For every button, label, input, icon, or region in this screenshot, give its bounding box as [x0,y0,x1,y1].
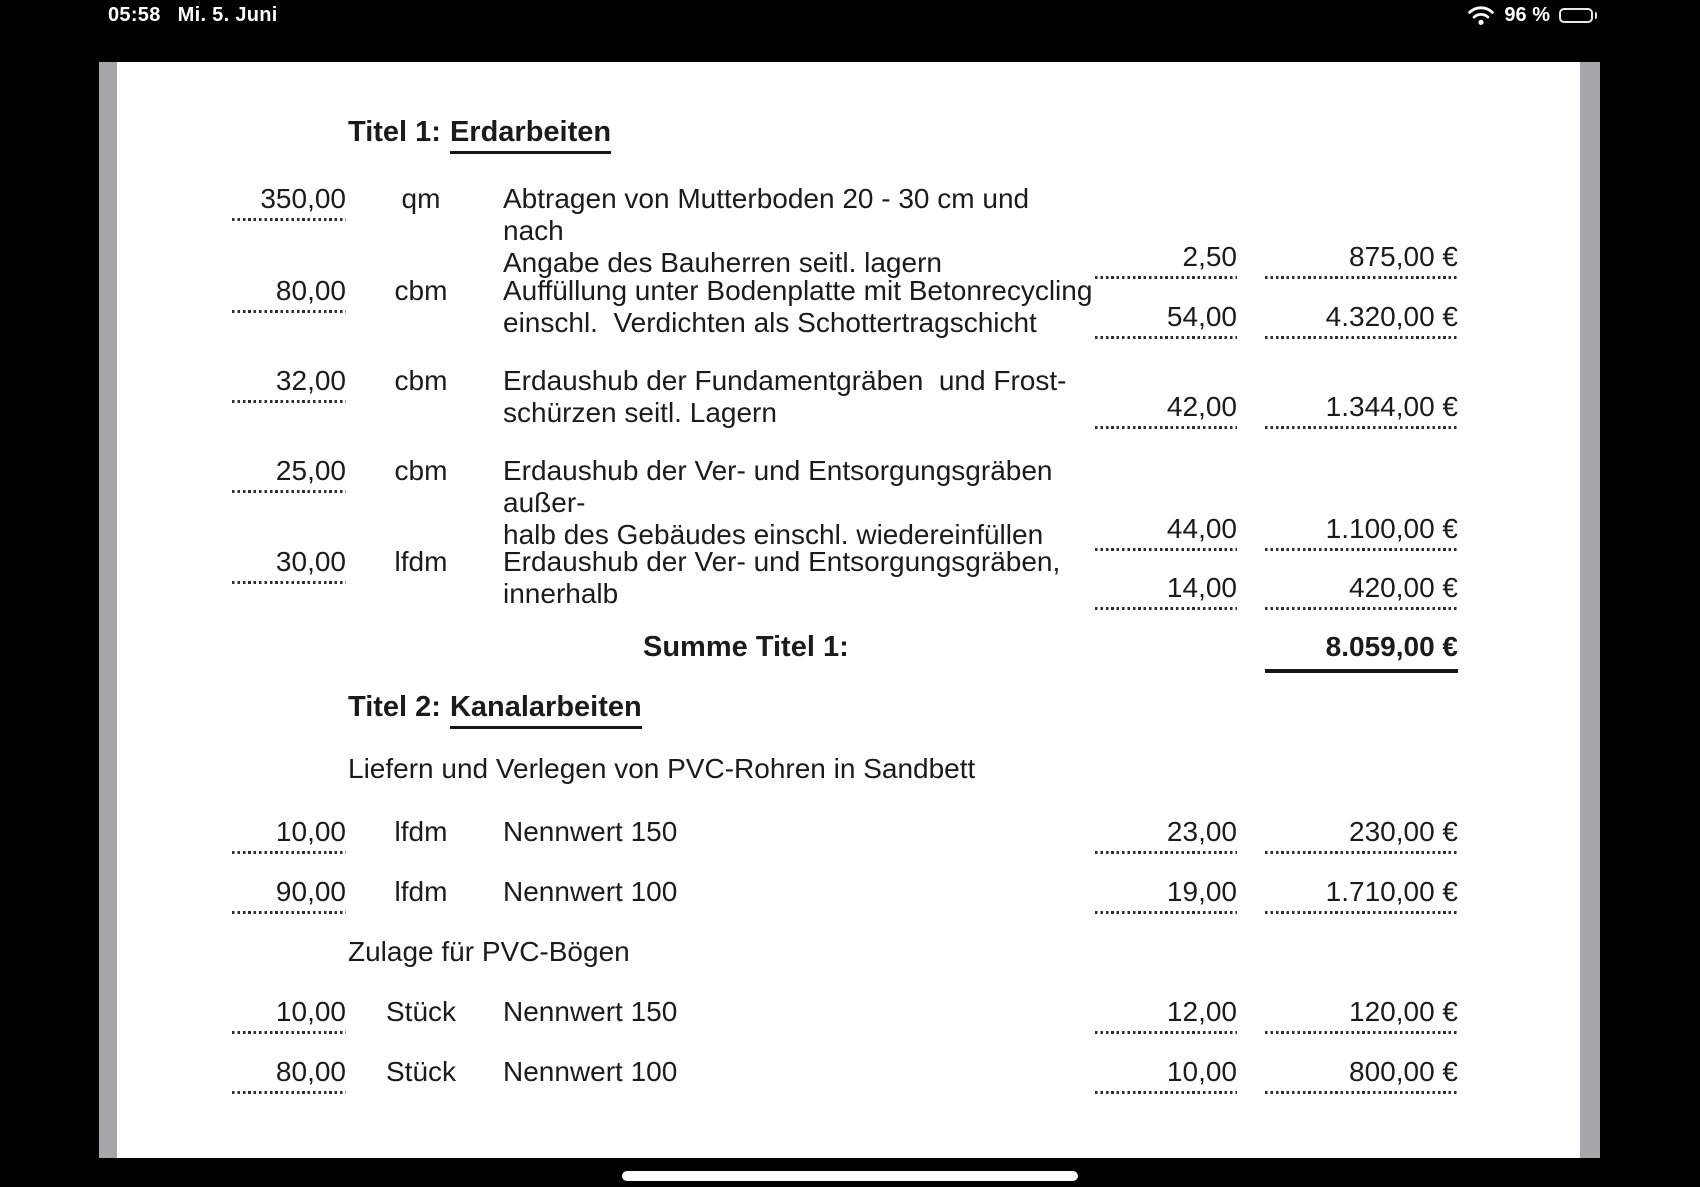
item-description: Nennwert 150 [503,816,678,847]
status-time: 05:58 [108,4,161,26]
quantity-value: 30,00 [232,546,346,584]
unit-label: cbm [394,365,448,396]
item-description: Abtragen von Mutterboden 20 - 30 cm und nach Angabe des Bauherren seitl. lagern [503,183,1037,278]
line-item-row [117,996,1580,1034]
total-price-value: 230,00 € [1265,816,1458,854]
sum-total-value: 8.059,00 € [1265,631,1458,673]
unit-price-value: 44,00 [1095,513,1237,551]
battery-cap [1595,12,1598,19]
unit-price-value: 54,00 [1095,301,1237,339]
section-title-prefix: Titel 2: [348,691,441,723]
section-sum-row [117,631,1580,681]
unit-label: qm [401,183,441,214]
subheading: Liefern und Verlegen von PVC-Rohren in Sandbett [348,753,976,784]
unit-price-value: 14,00 [1095,572,1237,610]
battery-body [1559,8,1593,23]
wifi-dot [1479,20,1484,25]
home-indicator[interactable] [622,1171,1078,1181]
item-description: Erdaushub der Ver- und Entsorgungsgräben außer- halb des Gebäudes einschl. wiedereinfüllen [503,455,1061,550]
item-description: Nennwert 100 [503,876,678,907]
total-price-value: 1.710,00 € [1265,876,1458,914]
total-price-value: 1.100,00 € [1265,513,1458,551]
item-description: Nennwert 100 [503,1056,678,1087]
battery-percent: 96 % [1504,4,1550,26]
total-price-value: 420,00 € [1265,572,1458,610]
quantity-value: 80,00 [232,275,346,313]
line-item-row [117,1056,1580,1094]
total-price-value: 875,00 € [1265,241,1458,279]
unit-label: lfdm [394,546,448,577]
unit-label: lfdm [394,816,448,847]
quantity-value: 90,00 [232,876,346,914]
unit-price-value: 12,00 [1095,996,1237,1034]
status-bar-right [1467,0,1597,31]
line-item-row [117,275,1580,339]
line-item-row [117,183,1580,279]
unit-label: lfdm [394,876,448,907]
page-edge-left [99,62,117,1158]
line-item-row [117,365,1580,429]
total-price-value: 120,00 € [1265,996,1458,1034]
section-title-name: Kanalarbeiten [450,691,642,729]
unit-label: cbm [394,455,448,486]
item-description: Auffüllung unter Bodenplatte mit Betonrecycling einschl. Verdichten als Schottertragschicht [503,275,1093,338]
item-description: Nennwert 150 [503,996,678,1027]
line-item-row [117,876,1580,914]
unit-price-value: 23,00 [1095,816,1237,854]
quantity-value: 32,00 [232,365,346,403]
quantity-value: 10,00 [232,816,346,854]
document-page[interactable] [117,62,1580,1158]
total-price-value: 1.344,00 € [1265,391,1458,429]
unit-price-value: 10,00 [1095,1056,1237,1094]
unit-label: cbm [394,275,448,306]
quantity-value: 25,00 [232,455,346,493]
page-edge-right [1580,62,1600,1158]
line-item-row [117,816,1580,854]
status-bar-left [108,0,278,31]
unit-price-value: 2,50 [1095,241,1237,279]
battery-full-icon [1559,8,1597,23]
line-item-row [117,455,1580,551]
unit-price-value: 42,00 [1095,391,1237,429]
total-price-value: 800,00 € [1265,1056,1458,1094]
section-title-prefix: Titel 1: [348,116,441,148]
section-title-name: Erdarbeiten [450,116,611,154]
quantity-value: 350,00 [232,183,346,221]
status-date: Mi. 5. Juni [177,4,278,26]
unit-label: Stück [385,996,457,1027]
sum-label: Summe Titel 1: [643,631,849,663]
section-title-1 [348,116,611,148]
item-description: Erdaushub der Fundamentgräben und Frost- schürzen seitl. Lagern [503,365,1067,428]
total-price-value: 4.320,00 € [1265,301,1458,339]
quantity-value: 10,00 [232,996,346,1034]
section-title-2 [348,691,642,723]
line-item-row [117,546,1580,610]
wifi-icon [1467,5,1495,26]
bottom-bar [0,1158,1700,1187]
item-description: Erdaushub der Ver- und Entsorgungsgräben, innerhalb [503,546,1061,609]
quantity-value: 80,00 [232,1056,346,1094]
unit-price-value: 19,00 [1095,876,1237,914]
unit-label: Stück [385,1056,457,1087]
subheading: Zulage für PVC-Bögen [348,936,630,967]
